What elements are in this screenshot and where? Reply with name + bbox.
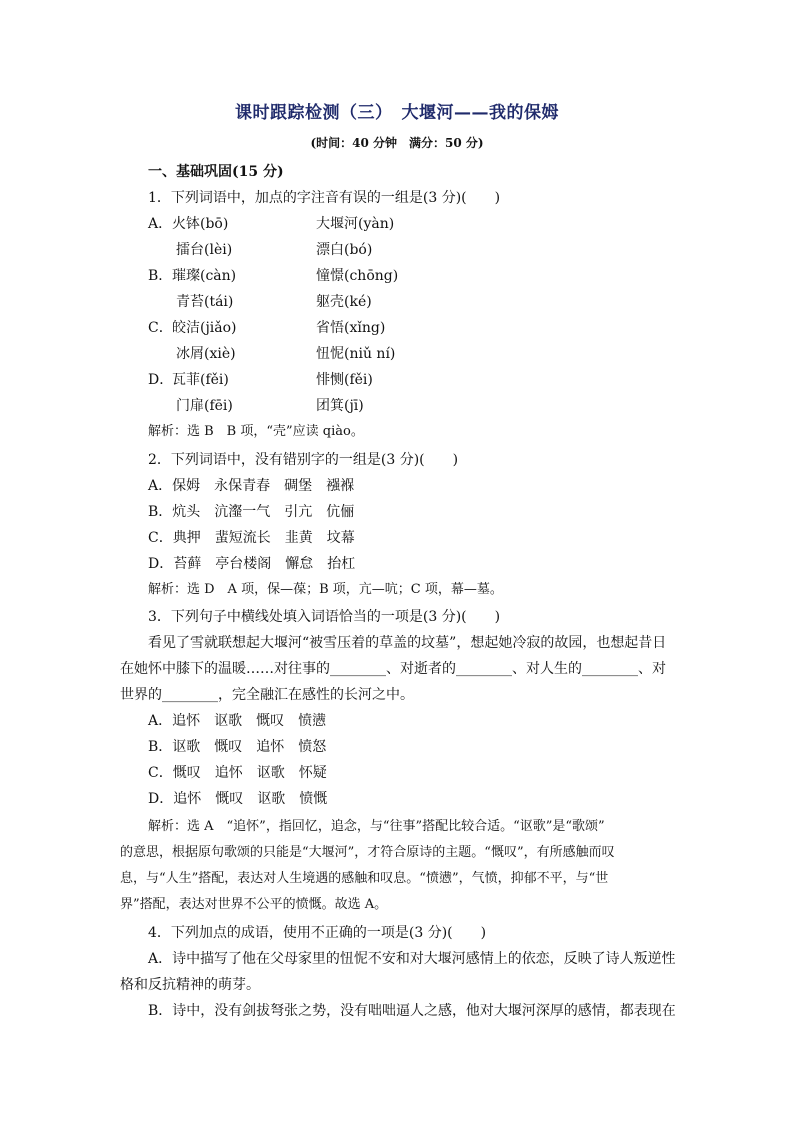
q1-option-a-word2: 大堰河(yàn) xyxy=(316,216,395,232)
q3-passage-line1: 看见了雪就联想起大堰河“被雪压着的草盖的坟墓”，想起她冷寂的故园，也想起昔日 xyxy=(148,635,667,651)
q3-answer-line4: 界”搭配，表达对世界不公平的愤慨。故选 A。 xyxy=(120,897,388,912)
page-title: 课时跟踪检测（三） 大堰河——我的保姆 xyxy=(235,103,559,123)
q1-option-d-word3: 门扉(fēi) xyxy=(176,398,233,414)
q1-option-b-word4: 躯壳(ké) xyxy=(316,294,372,310)
q4-option-b-line1: B．诗中，没有剑拔弩张之势，没有咄咄逼人之感，他对大堰河深厚的感情，都表现在 xyxy=(148,1003,676,1019)
q1-option-d-word1: 瓦菲(fěi) xyxy=(172,372,229,388)
q2-option-d: D．苔藓 亭台楼阁 懈怠 抬杠 xyxy=(148,556,356,572)
q3-answer-line3: 息，与“人生”搭配，表达对人生境遇的感触和叹息。“愤懑”，气愤，抑郁不平，与“世 xyxy=(120,871,609,886)
q2-stem: 2．下列词语中，没有错别字的一组是(3 分)( ) xyxy=(148,452,459,468)
q2-option-b: B．炕头 沆瀣一气 引亢 伉俪 xyxy=(148,504,355,520)
q1-option-d-word4: 团箕(jī) xyxy=(316,398,364,414)
time-score-note: (时间：40 分钟 满分：50 分) xyxy=(310,136,484,150)
q1-option-a-word3: 擂台(lèi) xyxy=(176,242,233,258)
q1-answer: 解析：选 B B 项，“壳”应读 qiào。 xyxy=(148,424,364,439)
q1-option-c-word1: 皎洁(jiǎo) xyxy=(172,320,237,336)
q4-stem: 4．下列加点的成语，使用不正确的一项是(3 分)( ) xyxy=(148,925,487,941)
q1-option-b-word3: 青苔(tái) xyxy=(176,294,234,310)
q2-answer: 解析：选 D A 项，保—葆；B 项，亢—吭；C 项，幕—墓。 xyxy=(148,582,503,597)
q1-option-a-word4: 漂白(bó) xyxy=(316,242,373,258)
section-heading: 一、基础巩固(15 分) xyxy=(148,164,284,180)
q4-option-a-line1: A．诗中描写了他在父母家里的忸怩不安和对大堰河感情上的依恋，反映了诗人叛逆性 xyxy=(148,951,676,967)
q2-option-c: C．典押 蜚短流长 韭黄 坟幕 xyxy=(148,530,355,546)
q1-option-b-word2: 憧憬(chōng) xyxy=(316,268,399,284)
q1-option-c-word3: 冰屑(xiè) xyxy=(176,346,236,362)
q1-option-c-word2: 省悟(xǐng) xyxy=(316,320,386,336)
q3-answer-line1: 解析：选 A “追怀”，指回忆，追念，与“往事”搭配比较合适。“讴歌”是“歌颂” xyxy=(148,819,605,834)
q3-option-b: B．讴歌 慨叹 追怀 愤怒 xyxy=(148,739,327,755)
q1-option-c-word4: 忸怩(niǔ ní) xyxy=(316,346,396,362)
q3-stem: 3．下列句子中横线处填入词语恰当的一项是(3 分)( ) xyxy=(148,609,501,625)
q4-option-a-line2: 格和反抗精神的萌芽。 xyxy=(120,977,260,993)
q1-option-d-word2: 悱恻(fěi) xyxy=(316,372,373,388)
q1-stem: 1．下列词语中，加点的字注音有误的一组是(3 分)( ) xyxy=(148,190,501,206)
q3-option-c: C．慨叹 追怀 讴歌 怀疑 xyxy=(148,765,327,781)
q1-option-b-label: B． xyxy=(148,268,173,284)
q1-option-a-word1: 火钵(bō) xyxy=(172,216,229,232)
q2-option-a: A．保姆 永保青春 碉堡 襁褓 xyxy=(148,478,355,494)
q3-passage-line2: 在她怀中膝下的温暖……对往事的________、对逝者的________、对人生的________、对 xyxy=(120,661,666,677)
q3-option-a: A．追怀 讴歌 慨叹 愤懑 xyxy=(148,713,327,729)
q3-option-d: D．追怀 慨叹 讴歌 愤慨 xyxy=(148,791,328,807)
q1-option-b-word1: 璀璨(càn) xyxy=(172,268,237,284)
q1-option-a-label: A． xyxy=(148,216,173,232)
q1-option-c-label: C． xyxy=(148,320,173,336)
q3-answer-line2: 的意思，根据原句歌颂的只能是“大堰河”，才符合原诗的主题。“慨叹”，有所感触而叹 xyxy=(120,845,615,860)
q1-option-d-label: D． xyxy=(148,372,174,388)
q3-passage-line3: 世界的________，完全融汇在感性的长河之中。 xyxy=(120,687,414,703)
